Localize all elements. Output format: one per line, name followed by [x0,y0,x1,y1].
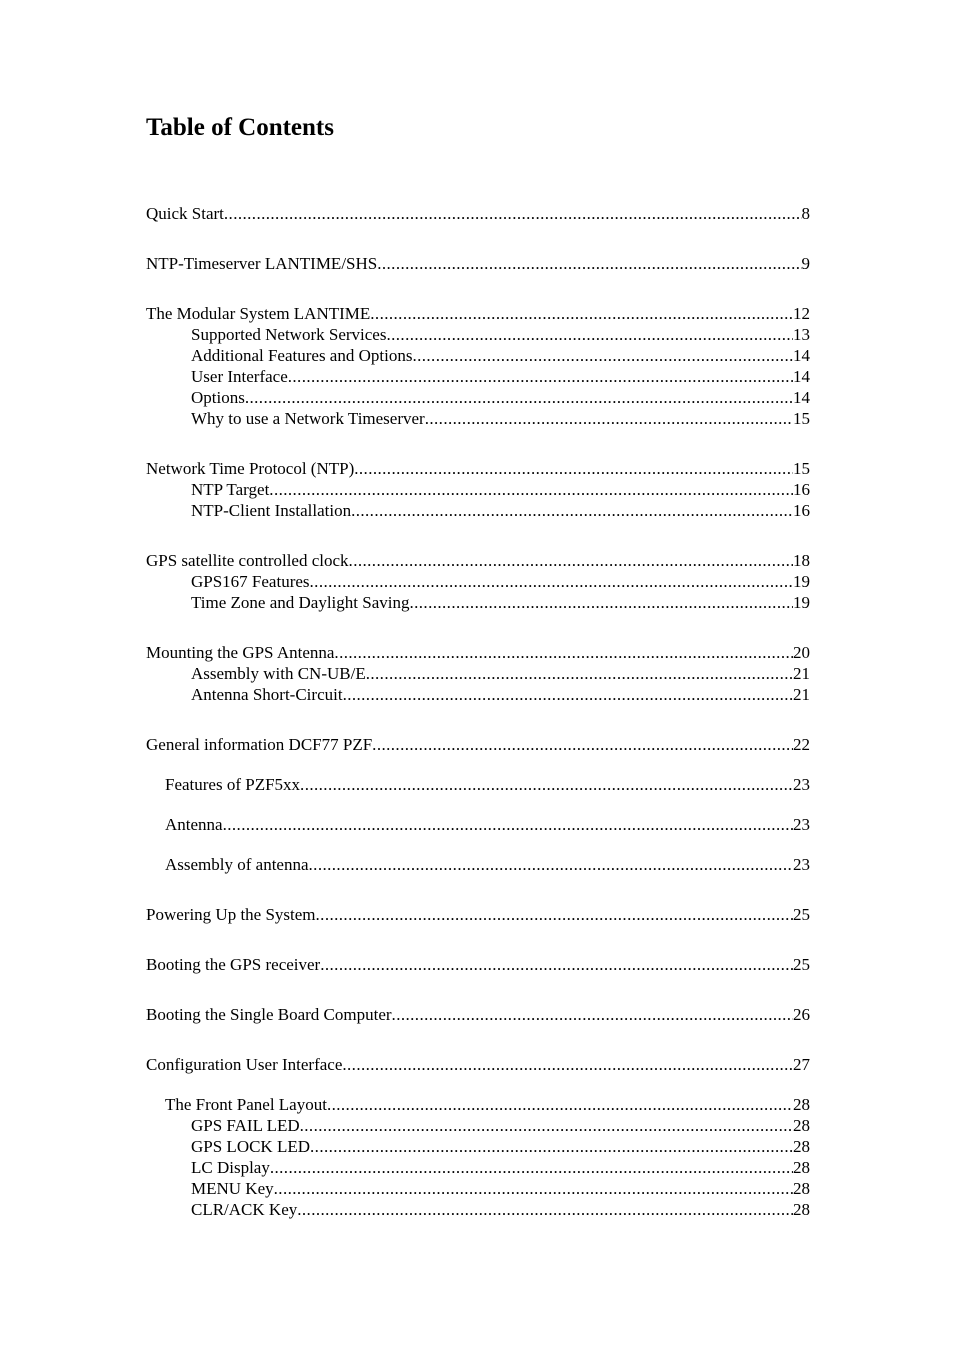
toc-entry[interactable] [146,854,810,875]
toc-entry[interactable] [146,387,810,408]
toc-leader-dots [377,253,801,274]
toc-page-number: 15 [793,459,810,478]
toc-entry-title: Assembly of antenna [165,855,309,874]
toc-page-number: 9 [801,254,810,273]
toc-page-number: 14 [793,346,810,365]
toc-leader-dots [366,663,793,684]
toc-entry-title: NTP Target [191,480,270,499]
toc-leader-dots [342,1054,793,1075]
toc-page-number: 14 [793,367,810,386]
toc-entry[interactable] [146,684,810,705]
toc-entry-title: General information DCF77 PZF [146,735,373,754]
toc-page-number: 14 [793,388,810,407]
toc-entry-title: Supported Network Services [191,325,387,344]
toc-page-number: 15 [793,409,810,428]
toc-page-number: 19 [793,593,810,612]
toc-leader-dots [245,387,793,408]
toc-entry-title: Features of PZF5xx [165,775,301,794]
toc-entry[interactable] [146,774,810,795]
toc-page-number: 19 [793,572,810,591]
toc-entry-title: GPS satellite controlled clock [146,551,349,570]
toc-leader-dots [270,1157,793,1178]
toc-entry-title: Powering Up the System [146,905,316,924]
toc-leader-dots [370,303,793,324]
toc-entry[interactable] [146,550,810,571]
toc-leader-dots [412,345,793,366]
toc-entry[interactable] [146,500,810,521]
toc-entry[interactable] [146,814,810,835]
toc-entry[interactable] [146,1115,810,1136]
toc-entry-title: Antenna Short-Circuit [191,685,343,704]
toc-page-number: 28 [793,1200,810,1219]
toc-leader-dots [354,458,793,479]
toc-page-number: 16 [793,480,810,499]
toc-leader-dots [269,479,793,500]
toc-entry-title: Booting the Single Board Computer [146,1005,392,1024]
toc-leader-dots [297,1199,793,1220]
toc-entry-title: User Interface [191,367,288,386]
page-title: Table of Contents [146,114,334,141]
toc-leader-dots [310,571,793,592]
toc-entry[interactable] [146,904,810,925]
toc-leader-dots [425,408,793,429]
toc-entry[interactable] [146,203,810,224]
toc-entry[interactable] [146,1199,810,1220]
toc-entry-title: The Modular System LANTIME [146,304,371,323]
toc-entry-title: Configuration User Interface [146,1055,343,1074]
toc-page-number: 18 [793,551,810,570]
toc-entry[interactable] [146,253,810,274]
toc-entry-title: Additional Features and Options [191,346,413,365]
toc-leader-dots [316,904,793,925]
toc-entry[interactable] [146,663,810,684]
toc-entry[interactable] [146,592,810,613]
toc-page-number: 25 [793,905,810,924]
toc-entry[interactable] [146,458,810,479]
toc-entry[interactable] [146,954,810,975]
toc-page-number: 23 [793,775,810,794]
toc-entry[interactable] [146,642,810,663]
table-of-contents [146,203,810,1220]
toc-page-number: 20 [793,643,810,662]
toc-entry-title: GPS167 Features [191,572,310,591]
toc-page-number: 28 [793,1179,810,1198]
toc-entry[interactable] [146,324,810,345]
toc-entry[interactable] [146,1094,810,1115]
toc-leader-dots [409,592,793,613]
toc-entry-title: NTP-Timeserver LANTIME/SHS [146,254,378,273]
toc-leader-dots [372,734,793,755]
toc-entry[interactable] [146,1157,810,1178]
toc-page-number: 28 [793,1137,810,1156]
toc-leader-dots [351,500,793,521]
toc-entry-title: CLR/ACK Key [191,1200,298,1219]
toc-entry[interactable] [146,345,810,366]
toc-entry-title: Time Zone and Daylight Saving [191,593,410,612]
toc-page-number: 23 [793,855,810,874]
toc-entry[interactable] [146,1004,810,1025]
toc-page-number: 28 [793,1158,810,1177]
toc-entry[interactable] [146,1054,810,1075]
toc-leader-dots [224,203,802,224]
toc-entry-title: MENU Key [191,1179,274,1198]
toc-entry[interactable] [146,366,810,387]
toc-entry[interactable] [146,571,810,592]
toc-entry-title: Network Time Protocol (NTP) [146,459,355,478]
toc-leader-dots [327,1094,793,1115]
toc-entry-title: NTP-Client Installation [191,501,352,520]
toc-leader-dots [386,324,793,345]
toc-leader-dots [310,1136,793,1157]
toc-entry[interactable] [146,303,810,324]
toc-leader-dots [300,1115,793,1136]
toc-entry[interactable] [146,408,810,429]
toc-page-number: 12 [793,304,810,323]
toc-page-number: 28 [793,1095,810,1114]
toc-leader-dots [223,814,793,835]
toc-page-number: 21 [793,664,810,683]
toc-leader-dots [334,642,793,663]
toc-entry[interactable] [146,479,810,500]
toc-leader-dots [343,684,793,705]
toc-page-number: 28 [793,1116,810,1135]
toc-page-number: 27 [793,1055,810,1074]
toc-page-number: 26 [793,1005,810,1024]
toc-page-number: 16 [793,501,810,520]
toc-entry-title: GPS LOCK LED [191,1137,311,1156]
toc-page-number: 23 [793,815,810,834]
toc-entry[interactable] [146,1178,810,1199]
toc-leader-dots [309,854,793,875]
toc-leader-dots [349,550,793,571]
toc-page-number: 13 [793,325,810,344]
toc-entry-title: Antenna [165,815,223,834]
toc-entry-title: Options [191,388,245,407]
toc-entry-title: Booting the GPS receiver [146,955,321,974]
toc-leader-dots [300,774,793,795]
toc-entry-title: Why to use a Network Timeserver [191,409,425,428]
toc-page-number: 21 [793,685,810,704]
toc-entry-title: LC Display [191,1158,270,1177]
toc-leader-dots [320,954,793,975]
toc-entry-title: Assembly with CN-UB/E [191,664,366,683]
toc-page-number: 22 [793,735,810,754]
toc-leader-dots [288,366,793,387]
toc-entry-title: The Front Panel Layout [165,1095,327,1114]
toc-page-number: 25 [793,955,810,974]
toc-entry-title: Quick Start [146,204,224,223]
toc-leader-dots [274,1178,793,1199]
toc-page-number: 8 [801,204,810,223]
toc-leader-dots [392,1004,793,1025]
toc-entry[interactable] [146,734,810,755]
toc-entry-title: GPS FAIL LED [191,1116,300,1135]
toc-entry-title: Mounting the GPS Antenna [146,643,335,662]
toc-entry[interactable] [146,1136,810,1157]
